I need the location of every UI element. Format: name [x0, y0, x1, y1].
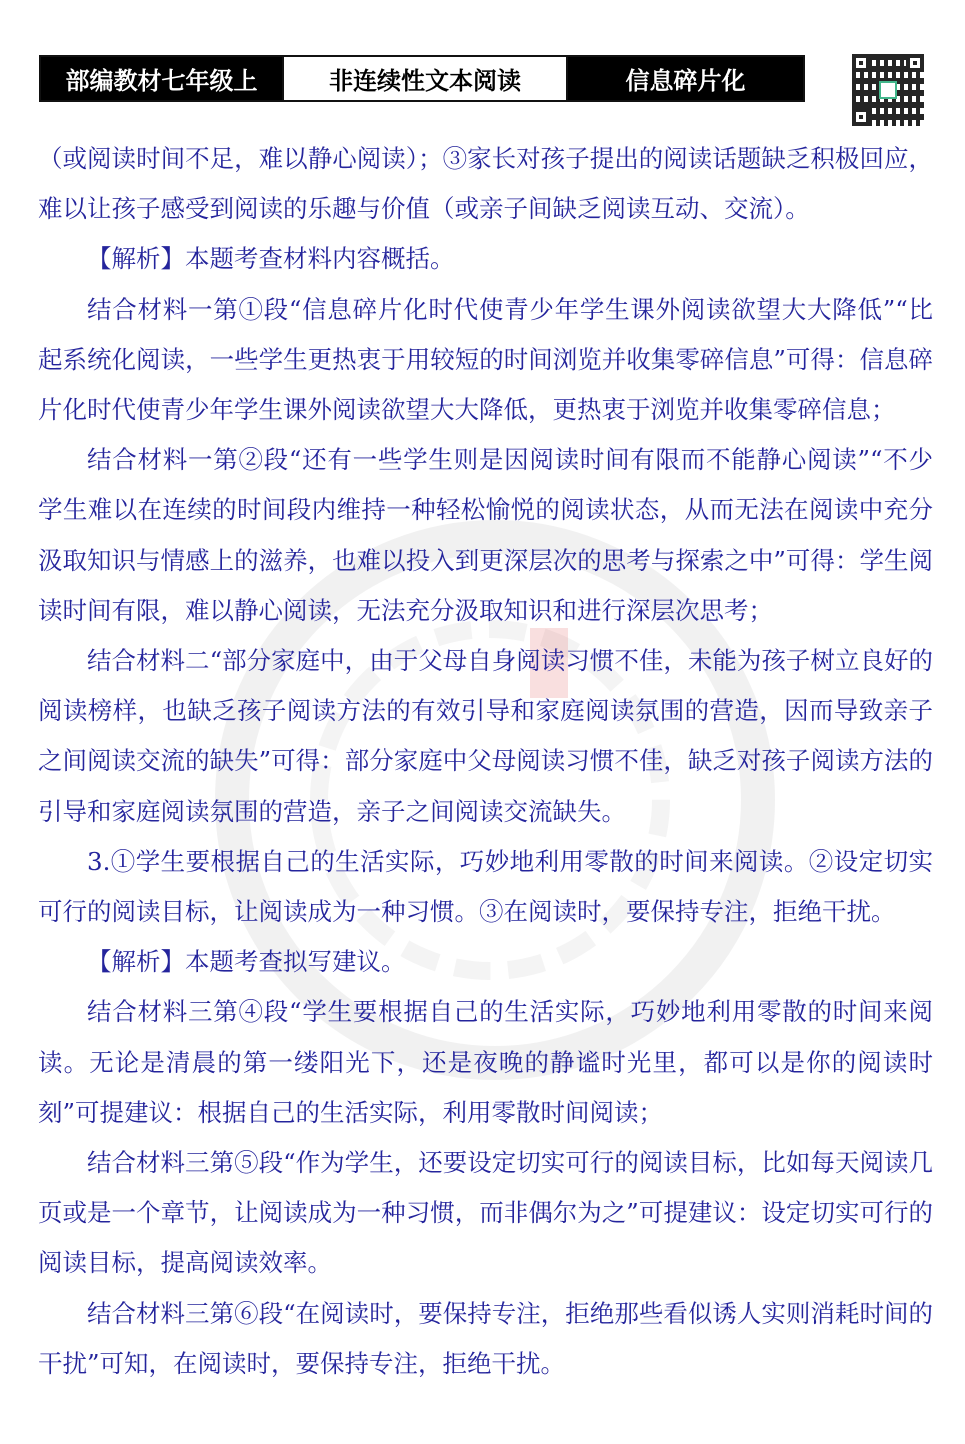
paragraph-material-three-c: 结合材料三第⑥段“在阅读时，要保持专注，拒绝那些看似诱人实则消耗时间的干扰”可知，在阅读时，要保持专注，拒绝干扰。	[38, 1298, 933, 1378]
paragraph-continuation: （或阅读时间不足，难以静心阅读）；③家长对孩子提出的阅读话题缺乏积极回应，难以让孩子感受到阅读的乐趣与价值（或亲子间缺乏阅读互动、交流）。	[38, 144, 933, 224]
qr-finder-icon	[852, 108, 870, 126]
answer-body	[38, 134, 933, 1389]
analysis-heading: 【解析】本题考查拟写建议。	[87, 947, 406, 977]
paragraph-material-one-a: 结合材料一第①段“信息碎片化时代使青少年学生课外阅读欲望大大降低”“比起系统化阅读，一些学生更热衷于用较短的时间浏览并收集零碎信息”可得：信息碎片化时代使青少年学生课外阅读欲望大大降低，更热衷于浏览并收集零碎信息；	[38, 294, 933, 425]
header-topic-label: 非连续性文本阅读	[282, 57, 568, 100]
qr-logo-icon	[879, 81, 897, 99]
analysis-heading: 【解析】本题考查材料内容概括。	[87, 244, 455, 274]
header-theme-label: 信息碎片化	[568, 57, 803, 100]
header-textbook-label: 部编教材七年级上	[41, 57, 282, 100]
header-bar	[39, 55, 805, 102]
paragraph-material-three-a: 结合材料三第④段“学生要根据自己的生活实际，巧妙地利用零散的时间来阅读。无论是清晨的第一缕阳光下，还是夜晚的静谧时光里，都可以是你的阅读时刻”可提建议：根据自己的生活实际，利用零散时间阅读；	[38, 997, 933, 1127]
paragraph-material-two: 结合材料二“部分家庭中，由于父母自身阅读习惯不佳，未能为孩子树立良好的阅读榜样，也缺乏孩子阅读方法的有效引导和家庭阅读氛围的营造，因而导致亲子之间阅读交流的缺失”可得：部分家庭中父母阅读习惯不佳，缺乏对孩子阅读方法的引导和家庭阅读氛围的营造，亲子之间阅读交流缺失。	[38, 646, 933, 826]
qr-finder-icon	[906, 54, 924, 72]
paragraph-material-three-b: 结合材料三第⑤段“作为学生，还要设定切实可行的阅读目标，比如每天阅读几页或是一个章节，让阅读成为一种习惯，而非偶尔为之”可提建议：设定切实可行的阅读目标，提高阅读效率。	[38, 1148, 933, 1278]
qr-code-icon	[852, 54, 924, 126]
answer-question-three: 3.①学生要根据自己的生活实际，巧妙地利用零散的时间来阅读。②设定切实可行的阅读目标，让阅读成为一种习惯。③在阅读时，要保持专注，拒绝干扰。	[38, 846, 933, 927]
paragraph-material-one-b: 结合材料一第②段“还有一些学生则是因阅读时间有限而不能静心阅读”“不少学生难以在连续的时间段内维持一种轻松愉悦的阅读状态，从而无法在阅读中充分汲取知识与情感上的滋养，也难以投入到更深层次的思考与探索之中”可得：学生阅读时间有限，难以静心阅读，无法充分汲取知识和进行深层次思考；	[38, 445, 933, 625]
qr-finder-icon	[852, 54, 870, 72]
